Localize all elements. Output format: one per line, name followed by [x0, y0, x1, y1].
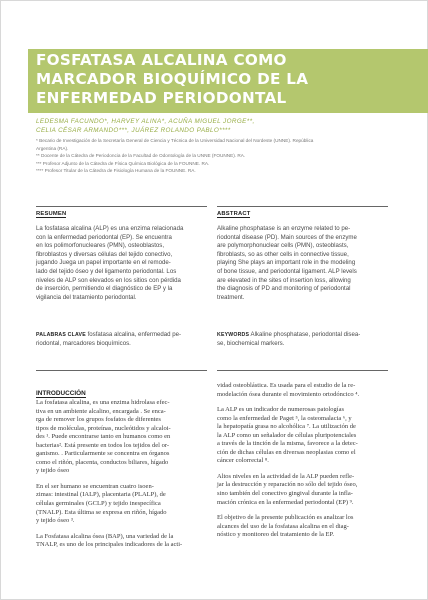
divider: [36, 206, 207, 207]
resumen-keywords: PALABRAS CLAVE fosfatasa alcalina, enfermedad pe- riodontal, marcadores bioquímicos.: [36, 331, 182, 347]
affiliation-line: Argentina (RA).: [36, 145, 69, 151]
title-line: ENFERMEDAD PERIODONTAL: [36, 89, 287, 107]
paragraph: El objetivo de la presente publicación es analizar los alcances del uso de la fosfatasa alcalina en el diag- nóstico y monitoreo del tratamiento de la EP.: [217, 514, 354, 539]
paragraph: La Fosfatasa alcalina ósea (BAP), una variedad de la TNALP, es uno de los principales indicadores de la acti-: [36, 532, 183, 549]
article-title: [36, 51, 416, 108]
divider: [36, 370, 207, 371]
paragraph: En el ser humano se encuentran cuatro isoen- zimas: intestinal (IALP), placentaria (PLALP), de células germinales (GCLP) y tejido inespecífica (TNALP). Esta última se expresa en riñón, hígado y tejido óseo ³.: [36, 482, 167, 525]
affiliations: [36, 137, 421, 175]
paragraph: La ALP es un indicador de numerosas patologías como la enfermedad de Paget ⁵, la osteomalacia ⁶, y la hepatopatía grasa no alcohólica ⁷. La utilización de la ALP como un señalador de células pluripotenciales a través de la tinción de la misma, favorece a la detec- ción de dichas células en diversas neoplasias como el cáncer colorrectal ⁸.: [217, 406, 358, 465]
intro-left-column: [36, 399, 212, 550]
affiliation-line: * Becario de Investigación de la Secretaría General de Ciencia y Técnica de la Universidad Nacional del Nordeste (UNNE). República: [36, 138, 314, 143]
abstract-text: Alkaline phosphatase is an enzyme related to pe- riodontal disease (PD). Main sources of the enzyme are polymorphonuclear cells (PMN), osteoblasts, fibroblasts, so as other cells in connective tissue, playing She plays an important role in the modeling of bone tissue, and periodontal ligament. ALP levels are elevated in the sites of insertion loss, allowing the diagnosis of PD and monitoring of periodontal treatment.: [217, 225, 357, 301]
affiliation-line: *** Profesor Adjunto de la Cátedra de Física Química Biológica de la FOUNNE. RA.: [36, 160, 210, 166]
affiliation-line: **** Profesor Titular de la Cátedra de Fisiología Humana de la FOUNNE. RA.: [36, 168, 196, 174]
affiliation-line: ** Docente de la Cátedra de Periodoncia de la Facultad de Odontología de la UNNE (FOUNNE). RA.: [36, 153, 246, 159]
resumen-text: La fosfatasa alcalina (ALP) es una enzima relacionada con la enfermedad periodontal (EP). Se encuentra en los polimorfonucleares (PMN), osteoblastos, fibroblastos y diversas células del tejido conectivo, jugando Juega un papel importante en el remode- lado del tejido óseo y del ligamento periodontal. Los niveles de ALP son elevados en los sitios con pérdida de inserción, permitiendo el diagnóstico de EP y la vigilancia del tratamiento periodontal.: [36, 225, 184, 301]
author-line: CELIA CÉSAR ARMANDO***, JUÁREZ ROLANDO PABLO****: [36, 127, 231, 134]
abstract-keywords: KEYWORDS Alkaline phosphatase, periodontal disea- se, biochemical markers.: [217, 331, 361, 347]
abstract-heading: ABSTRACT: [217, 211, 251, 217]
keywords-label: KEYWORDS: [217, 332, 250, 338]
author-list: [36, 117, 416, 135]
keywords-label: PALABRAS CLAVE: [36, 332, 86, 338]
paragraph: Altos niveles en la actividad de la ALP pueden refle- jar la destrucción y reparación no sólo del tejido óseo, sino también del conectivo gingival durante la infla- mación crónica en la enfermedad periodontal (EP) ⁹.: [217, 472, 358, 506]
introduccion-heading: INTRODUCCIÓN: [36, 390, 86, 397]
title-line: FOSFATASA ALCALINA COMO: [36, 51, 287, 69]
divider: [217, 370, 388, 371]
resumen-heading: RESUMEN: [36, 211, 67, 217]
intro-right-column: [217, 382, 395, 540]
paragraph: vidad osteoblástica. Es usada para el estudio de la re- modelación ósea durante el movimiento ortodóncico ⁴.: [217, 382, 360, 398]
author-line: LEDESMA FACUNDO*, HARVEY ALINA*, ACUÑA MIGUEL JORGE**,: [36, 118, 255, 125]
title-line: MARCADOR BIOQUÍMICO DE LA: [36, 70, 309, 88]
divider: [217, 206, 388, 207]
paragraph: La fosfatasa alcalina, es una enzima hidrolasa efec- tiva en un ambiente alcalino, encargada . Se enca- rga de remover los grupos fosfatos de diferentes tipos de moléculas, proteínas, nucleótidos y alcaloi- des ¹. Puede encontrarse tanto en humanos como en bacterias². Está presente en todos los tejidos del or- ganismo. . Particularmente se concentra en órganos como el riñón, placenta, conductos biliares, hígado y tejido óseo: [36, 399, 171, 475]
